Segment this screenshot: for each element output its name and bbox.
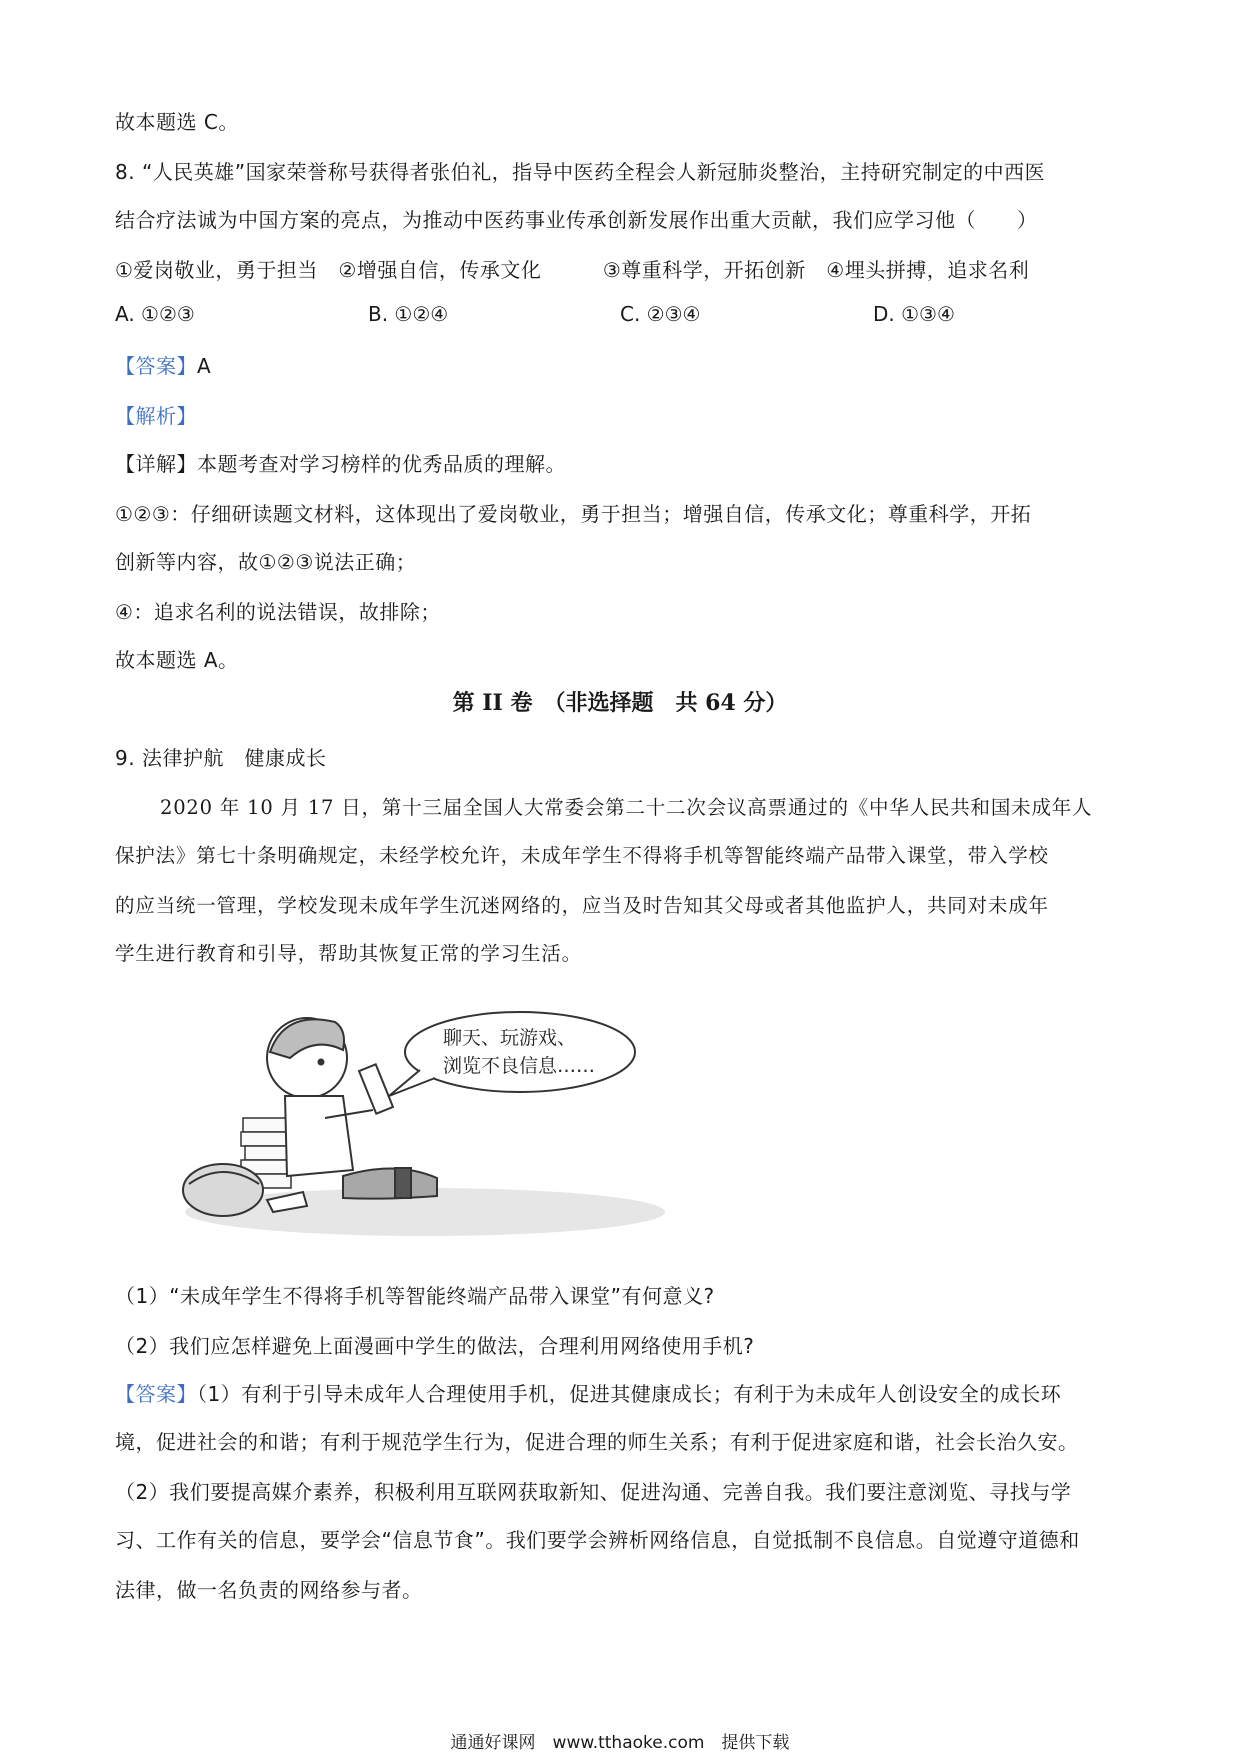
answer-tag: 【答案】 <box>115 354 197 378</box>
section-title: 第 II 卷 （非选择题 共 64 分） <box>452 690 788 716</box>
bubble-text-line-1: 聊天、玩游戏、 <box>443 1027 577 1049</box>
q9-material-line-2: 保护法》第七十条明确规定，未经学校允许，未成年学生不得将手机等智能终端产品带入课堂，带入学校 <box>115 844 1049 867</box>
speech-bubble <box>389 1012 635 1096</box>
answer-text: （1）有利于引导未成年人合理使用手机，促进其健康成长；有利于为未成年人创设安全的成长环 <box>197 1382 1062 1406</box>
q8-statements: ①爱岗敬业，勇于担当 ②增强自信，传承文化 ③尊重科学，开拓创新 ④埋头拼搏，追求名利 <box>115 258 1030 282</box>
q8-answer <box>115 350 211 379</box>
q8-option-c: C. ②③④ <box>620 302 701 326</box>
q8-stem-line-1: 8. “人民英雄”国家荣誉称号获得者张伯礼，指导中医药全程会人新冠肺炎整治，主持研究制定的中西医 <box>115 160 1046 184</box>
q8-explain-line-2: 创新等内容，故①②③说法正确； <box>115 550 417 574</box>
q8-explain-line-3: ④：追求名利的说法错误，故排除； <box>115 600 441 624</box>
school-bag <box>183 1164 263 1216</box>
q8-option-b: B. ①②④ <box>368 302 449 326</box>
q9-answer-line-1 <box>115 1378 1061 1407</box>
q9-sub-question-2: （2）我们应怎样避免上面漫画中学生的做法，合理利用网络使用手机? <box>115 1334 755 1358</box>
analysis-tag: 【解析】 <box>115 404 197 428</box>
cartoon-illustration <box>175 1000 665 1240</box>
q8-explain-line-1: ①②③：仔细研读题文材料，这体现出了爱岗敬业，勇于担当；增强自信，传承文化；尊重科学，开拓 <box>115 502 1032 526</box>
detail-text: 本题考查对学习榜样的优秀品质的理解。 <box>197 452 566 476</box>
answer-tag: 【答案】 <box>115 1382 197 1406</box>
q8-stem-line-2: 结合疗法诚为中国方案的亮点，为推动中医药事业传承创新发展作出重大贡献，我们应学习他（ ） <box>115 208 1038 232</box>
q9-answer-line-5: 法律，做一名负责的网络参与者。 <box>115 1578 423 1602</box>
q8-conclusion: 故本题选 A。 <box>115 648 239 672</box>
q9-material-line-3: 的应当统一管理，学校发现未成年学生沉迷网络的，应当及时告知其父母或者其他监护人，共同对未成年 <box>115 894 1049 917</box>
prev-conclusion: 故本题选 C。 <box>115 110 239 134</box>
q8-detail <box>115 448 566 477</box>
detail-tag: 【详解】 <box>115 452 197 476</box>
q9-sub-question-1: （1）“未成年学生不得将手机等智能终端产品带入课堂”有何意义? <box>115 1284 715 1308</box>
q8-option-a: A. ①②③ <box>115 302 195 326</box>
q9-answer-line-2: 境，促进社会的和谐；有利于规范学生行为，促进合理的师生关系；有利于促进家庭和谐，社会长治久安。 <box>115 1430 1079 1454</box>
q9-title: 9. 法律护航 健康成长 <box>115 746 327 770</box>
footer-watermark: 通通好课网 www.tthaoke.com 提供下载 <box>450 1733 790 1753</box>
bubble-text-line-2: 浏览不良信息…… <box>443 1055 596 1077</box>
q9-answer-line-3: （2）我们要提高媒介素养，积极利用互联网获取新知、促进沟通、完善自我。我们要注意浏览、寻找与学 <box>115 1480 1072 1504</box>
answer-value: A <box>197 354 212 378</box>
q9-material-line-1: 2020 年 10 月 17 日，第十三届全国人大常委会第二十二次会议高票通过的《中华人民共和国未成年人 <box>160 796 1093 819</box>
q9-material-line-4: 学生进行教育和引导，帮助其恢复正常的学习生活。 <box>115 942 582 965</box>
q8-option-d: D. ①③④ <box>873 302 955 326</box>
q9-answer-line-4: 习、工作有关的信息，要学会“信息节食”。我们要学会辨析网络信息，自觉抵制不良信息。自觉遵守道德和 <box>115 1528 1080 1552</box>
